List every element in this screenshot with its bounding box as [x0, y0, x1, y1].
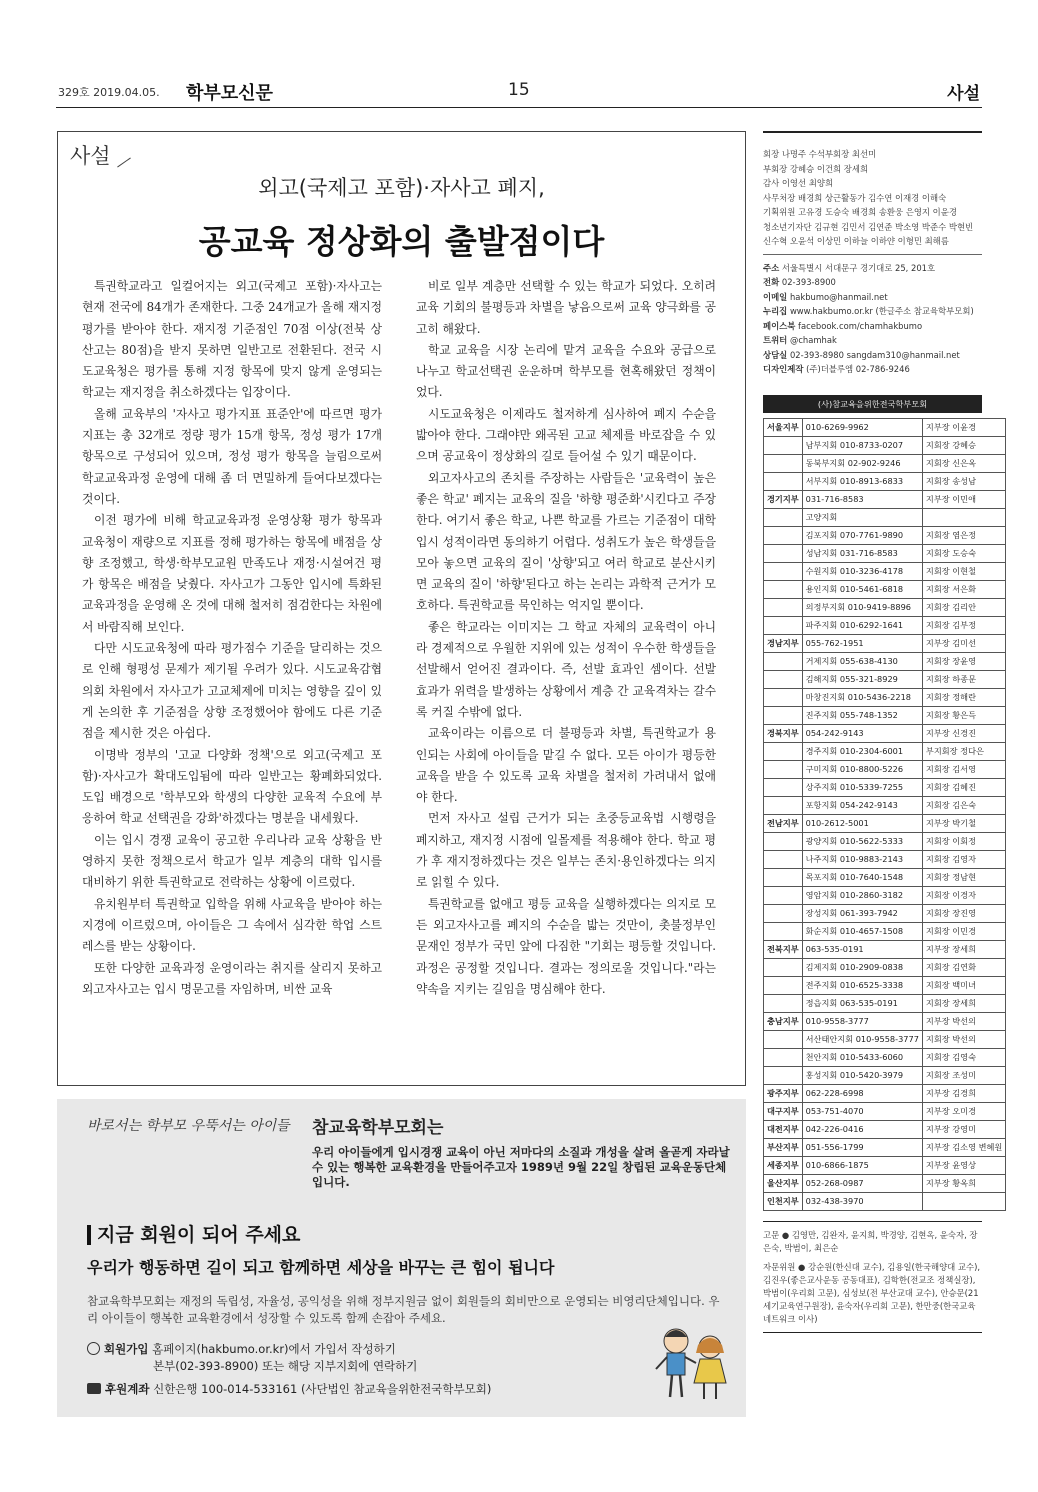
branch-row: [764, 760, 1006, 778]
promo-join-title: 지금 회원이 되어 주세요: [87, 1225, 300, 1245]
branch-phone: 054-242-9143: [802, 724, 922, 742]
contact-line: [763, 348, 982, 363]
branch-row: [764, 418, 1006, 436]
branch-phone: 김포지회 070-7761-9890: [802, 526, 922, 544]
branch-phone: 서부지회 010-8913-6833: [802, 472, 922, 490]
contact-info: [763, 261, 982, 377]
branch-row: [764, 1192, 1006, 1210]
branch-row: [764, 562, 1006, 580]
branch-region: [764, 796, 803, 814]
branch-phone: 홍성지회 010-5420-3979: [802, 1066, 922, 1084]
contact-line: [763, 290, 982, 305]
branch-region: 경기지부: [764, 490, 803, 508]
branch-region: [764, 778, 803, 796]
branch-row: [764, 778, 1006, 796]
staff-line: 청소년기자단 김규현 김민서 김연준 박소영 박준수 박현빈: [763, 221, 974, 232]
promo-org-description: 우리 아이들에게 입시경쟁 교육이 아닌 저마다의 소질과 개성을 살려 올곧게 자라날 수 있는 행복한 교육환경을 만들어주고자 1989년 9월 22일 창립된 교육운동단체입니다.: [312, 1145, 730, 1189]
branch-phone: 고양지회: [802, 508, 922, 526]
branch-row: [764, 1174, 1006, 1192]
editorial-paragraph: 교육이라는 이름으로 더 불평등과 차별, 특권학교가 용인되는 사회에 아이들을 맡길 수 없다. 모든 아이가 평등한 교육을 받을 수 있도록 교육 차별을 철저히 가려내서 없애야 한다.: [416, 726, 716, 805]
branch-role: 지회장 김부정: [922, 616, 1005, 634]
branch-region: 부산지부: [764, 1138, 803, 1156]
editorial-paragraph: 올해 교육부의 '자사고 평가지표 표준안'에 따르면 평가지표는 총 32개로 정량 평가 15개 항목, 정성 평가 17개 항목으로 구성되어 있으며, 정성 평가 항목을 늘림으로써 학교교육과정 운영에 대해 좀 더 면밀하게 들여다보겠다는 것이다.: [82, 406, 382, 506]
branch-row: [764, 868, 1006, 886]
branch-region: [764, 562, 803, 580]
branch-role: 지회장 황은득: [922, 706, 1005, 724]
editorial-label: 사설: [70, 144, 111, 168]
branch-phone: 포항지회 054-242-9143: [802, 796, 922, 814]
branch-row: [764, 976, 1006, 994]
branch-phone: 나주지회 010-9883-2143: [802, 850, 922, 868]
branch-region: 대구지부: [764, 1102, 803, 1120]
branch-role: 지회장 이회정: [922, 832, 1005, 850]
editorial-paragraph: 이전 평가에 비해 학교교육과정 운영상황 평가 항목과 교육청이 재량으로 지표를 정해 평가하는 항목에 배점을 상향 조정했고, 학생·학부모교원 만족도나 재정·시설여건 평가 항목은 배점을 낮췄다. 자사고가 그동안 입시에 특화된 교육과정을 운영해 온 것에 대해 철저히 점검한다는 차원에서 바람직해 보인다.: [82, 513, 382, 634]
branch-phone: 수원지회 010-3236-4178: [802, 562, 922, 580]
promo-tagline: 바로서는 학부모 우뚝서는 아이들: [87, 1118, 290, 1134]
editorial-paragraph: 특권학교라고 일컬어지는 외고(국제고 포함)·자사고는 현재 전국에 84개가 존재한다. 그중 24개교가 올해 재지정 평가를 받아야 한다. 재지정 기준점인 70점 이상(전북 상산고는 80점)을 받지 못하면 일반고로 전환된다. 전국 시도교육청은 평가를 통해 지정 항목에 맞지 않게 운영되는 학교는 재지정을 취소하겠다는 입장이다.: [82, 279, 382, 400]
branch-region: [764, 850, 803, 868]
editorial-paragraph: 시도교육청은 이제라도 철저하게 심사하여 폐지 수순을 밟아야 한다. 그래야만 왜곡된 고교 체제를 바로잡을 수 있으며 공교육이 정상화의 길로 들어설 수 있기 때문이다.: [416, 406, 716, 464]
contact-value: hakbumo@hanmail.net: [789, 291, 888, 302]
branch-region: [764, 868, 803, 886]
branch-region: [764, 670, 803, 688]
branch-phone: 055-762-1951: [802, 634, 922, 652]
contact-value: @chamhak: [789, 335, 837, 345]
branch-phone: 동북부지회 02-902-9246: [802, 454, 922, 472]
contact-line: [763, 319, 982, 334]
branch-role: 지회장 김리안: [922, 598, 1005, 616]
editorial-paragraph: 외고자사고의 존치를 주장하는 사람들은 '교육력이 높은 좋은 학교' 폐지는 교육의 질을 '하향 평준화'시킨다고 주장한다. 여기서 좋은 학교, 나쁜 학교를 가르는 기준점이 대학 입시 성적이라면 동의하기 어렵다. 성취도가 높은 학생들을 모아 놓으면 교육의 질이 '상향'되고 여러 학교로 분산시키면 교육의 질이 '하향'된다고 하는 논리는 과학적 근거가 모호하다. 특권학교를 묵인하는 억지일 뿐이다.: [416, 470, 716, 613]
branch-role: 지부장 김소영 변혜원: [922, 1138, 1005, 1156]
branch-role: 지부장 박기철: [922, 814, 1005, 832]
editorial-column-left: [82, 276, 382, 1000]
editorial-paragraph: 다만 시도교육청에 따라 평가점수 기준을 달리하는 것으로 인해 형평성 문제가 제기될 우려가 있다. 시도교육감협의회 차원에서 자사고가 고교체제에 미치는 영향을 깊이 있게 논의한 후 기준점을 상향 조정했어야 함에도 다른 기준점을 제시한 것은 아쉽다.: [82, 641, 382, 741]
branch-region: [764, 454, 803, 472]
branch-role: 지회장 하종문: [922, 670, 1005, 688]
branch-region: [764, 526, 803, 544]
contact-value: 02-393-8900: [781, 277, 836, 287]
branch-phone: 마창진지회 010-5436-2218: [802, 688, 922, 706]
branch-role: 지부장 윤영상: [922, 1156, 1005, 1174]
branch-row: [764, 724, 1006, 742]
branch-row: [764, 508, 1006, 526]
branch-role: 지회장 백미녀: [922, 976, 1005, 994]
branch-region: [764, 652, 803, 670]
branch-phone: 남부지회 010-8733-0207: [802, 436, 922, 454]
branch-role: [922, 508, 1005, 526]
branch-row: [764, 1102, 1006, 1120]
branch-region: 광주지부: [764, 1084, 803, 1102]
consultants: 자문위원 ● 강순원(한신대 교수), 김용일(한국해양대 교수), 김진우(좋은교사운동 공동대표), 김학한(전교조 정책실장), 박범이(우리회 고문), 심성보(전 부산교대 교수), 안승문(21세기교육연구원장), 윤숙자(우리회 고문), 한만중(한국교육네트워크 이사): [763, 1261, 981, 1324]
branch-row: [764, 850, 1006, 868]
contact-line: [763, 362, 982, 377]
editorial-paragraph: 또한 다양한 교육과정 운영이라는 취지를 살리지 못하고 외고자사고는 입시 명문고를 자임하며, 비싼 교육: [82, 960, 382, 996]
branch-region: 인천지부: [764, 1192, 803, 1210]
advisors: 고문 ● 김영만, 김완자, 윤지희, 박경양, 김현옥, 윤숙자, 장은숙, 박범이, 최은순: [763, 1229, 978, 1253]
contact-value: 서울특별시 서대문구 경기대로 25, 201호: [781, 262, 936, 273]
branch-phone: 전주지회 010-6525-3338: [802, 976, 922, 994]
branch-row: [764, 634, 1006, 652]
branch-role: 지회장 장세희: [922, 994, 1005, 1012]
branch-role: 지회장 이현철: [922, 562, 1005, 580]
consultants-label: 자문위원: [763, 1261, 796, 1272]
branch-row: [764, 490, 1006, 508]
branch-region: 충남지부: [764, 1012, 803, 1030]
contact-label: 페이스북: [763, 320, 796, 331]
branch-role: 지회장 김영자: [922, 850, 1005, 868]
donate-text: 신한은행 100-014-533161 (사단법인 참교육을위한전국학부모회): [153, 1382, 492, 1396]
branch-table: [763, 418, 1006, 1211]
branch-role: 지부장 김경희: [922, 1084, 1005, 1102]
branch-region: [764, 1030, 803, 1048]
branch-row: [764, 1120, 1006, 1138]
branch-role: 지회장 조성미: [922, 1066, 1005, 1084]
branch-row: [764, 544, 1006, 562]
branch-region: [764, 976, 803, 994]
branch-role: 지회장 김영숙: [922, 1048, 1005, 1066]
join-instruction: [87, 1341, 396, 1358]
branch-row: [764, 1012, 1006, 1030]
contact-line: [763, 275, 982, 290]
branch-phone: 장성지회 061-393-7942: [802, 904, 922, 922]
contact-label: 트위터: [763, 335, 788, 345]
contact-line: [763, 304, 982, 319]
branch-phone: 용인지회 010-5461-6818: [802, 580, 922, 598]
branch-row: [764, 1084, 1006, 1102]
branch-row: [764, 832, 1006, 850]
branch-phone: 김제지회 010-2909-0838: [802, 958, 922, 976]
branch-role: 지부장 이윤경: [922, 418, 1005, 436]
contact-label: 전화: [763, 277, 780, 287]
branch-row: [764, 688, 1006, 706]
branch-region: [764, 544, 803, 562]
consultants-names: 강순원(한신대 교수), 김용일(한국해양대 교수), 김진우(좋은교사운동 공동대표), 김학한(전교조 정책실장), 박범이(우리회 고문), 심성보(전 부산교대 교수), 안승문(21세기교육연구원장), 윤숙자(우리회 고문), 한만중(한국교육네트워크 이사): [763, 1261, 981, 1324]
branch-row: [764, 796, 1006, 814]
branch-phone: 053-751-4070: [802, 1102, 922, 1120]
editorial-paragraph: 이명박 정부의 '고교 다양화 정책'으로 외고(국제고 포함)·자사고가 확대도입됨에 따라 일반고는 황폐화되었다. 도입 배경으로 '학부모와 학생의 다양한 교육적 수요에 부응하여 학교 선택권을 강화'하겠다는 명분을 내세웠다.: [82, 747, 382, 826]
branch-role: 지회장 김연화: [922, 958, 1005, 976]
section-name: 사설: [947, 84, 980, 104]
editorial-column-right: [416, 276, 716, 1000]
branch-row: [764, 436, 1006, 454]
branch-row: [764, 904, 1006, 922]
join-instruction-2: 본부(02-393-8900) 또는 해당 지부지회에 연락하기: [153, 1359, 418, 1373]
branch-phone: 영암지회 010-2860-3182: [802, 886, 922, 904]
branch-phone: 010-6866-1875: [802, 1156, 922, 1174]
branch-region: [764, 616, 803, 634]
branch-region: [764, 508, 803, 526]
branch-region: 세종지부: [764, 1156, 803, 1174]
advisors-label: 고문: [763, 1229, 780, 1240]
promo-org-name: 참교육학부모회는: [312, 1118, 444, 1138]
branch-region: [764, 904, 803, 922]
branch-role: 지회장 서은화: [922, 580, 1005, 598]
branch-phone: 서산태안지회 010-9558-3777: [802, 1030, 922, 1048]
branch-phone: 정읍지회 063-535-0191: [802, 994, 922, 1012]
branch-row: [764, 706, 1006, 724]
branch-region: [764, 832, 803, 850]
contact-line: [763, 333, 982, 348]
branch-role: 부지회장 정다은: [922, 742, 1005, 760]
page-number: 15: [508, 80, 530, 100]
contact-label: 상담실: [763, 349, 788, 360]
branch-phone: 052-268-0987: [802, 1174, 922, 1192]
branch-role: 지회장 염은정: [922, 526, 1005, 544]
contact-label: 디자인제작: [763, 364, 804, 374]
branch-row: [764, 526, 1006, 544]
branch-phone: 010-6269-9962: [802, 418, 922, 436]
divider: [763, 254, 982, 255]
branch-phone: 042-226-0416: [802, 1120, 922, 1138]
donation-account: [87, 1381, 491, 1397]
editorial-box: [57, 131, 746, 1086]
branch-phone: 화순지회 010-4657-1508: [802, 922, 922, 940]
branch-role: 지회장 이경자: [922, 886, 1005, 904]
promo-body-text: 참교육학부모회는 재정의 독립성, 자율성, 공익성을 위해 정부지원금 없이 회원들의 회비만으로 운영되는 비영리단체입니다. 우리 아이들이 행복한 교육환경에서 성장할 수 있도록 함께 손잡아 주세요.: [87, 1294, 720, 1325]
contact-value: facebook.com/chamhakbumo: [798, 320, 923, 331]
staff-list: [763, 131, 982, 249]
branch-phone: 상주지회 010-5339-7255: [802, 778, 922, 796]
branch-row: [764, 922, 1006, 940]
promo-join-subtitle: 우리가 행동하면 길이 되고 함께하면 세상을 바꾸는 큰 힘이 됩니다: [87, 1258, 555, 1277]
branch-phone: 목포지회 010-7640-1548: [802, 868, 922, 886]
branch-row: [764, 454, 1006, 472]
editorial-paragraph: 먼저 자사고 설립 근거가 되는 초중등교육법 시행령을 폐지하고, 재지정 시점에 일몰제를 적용해야 한다. 학교 평가 후 재지정하겠다는 것은 일부는 존치·용인하겠다는 의지로 읽힐 수 있다.: [416, 811, 716, 890]
branch-region: [764, 706, 803, 724]
branch-role: 지부장 이민애: [922, 490, 1005, 508]
branch-region: [764, 922, 803, 940]
branch-row: [764, 1156, 1006, 1174]
branch-row: [764, 1030, 1006, 1048]
branch-phone: 063-535-0191: [802, 940, 922, 958]
branch-role: 지부장 박선의: [922, 1012, 1005, 1030]
donate-label: 후원계좌: [105, 1382, 150, 1396]
branch-row: [764, 472, 1006, 490]
contact-label: 이메일: [763, 291, 788, 302]
branch-role: 지회장 이민경: [922, 922, 1005, 940]
children-illustration: [652, 1323, 732, 1405]
advisors-names: 김영만, 김완자, 윤지희, 박경양, 김현옥, 윤숙자, 장은숙, 박범이, 최은순: [763, 1229, 978, 1253]
branch-phone: 032-438-3970: [802, 1192, 922, 1210]
branch-row: [764, 958, 1006, 976]
branch-table-header: (사)참교육을위한전국학부모회: [763, 395, 982, 413]
staff-line: 사무처장 배경희 상근활동가 김수연 이재경 이해숙: [763, 192, 947, 203]
branch-phone: 진주지회 055-748-1352: [802, 706, 922, 724]
branch-role: [922, 1192, 1005, 1210]
branch-phone: 062-228-6998: [802, 1084, 922, 1102]
staff-line: 감사 이영선 최양희: [763, 178, 834, 188]
masthead-sidebar: [763, 131, 1003, 1333]
contact-value: 02-393-8980 sangdam310@hanmail.net: [789, 349, 960, 360]
staff-line: 기획위원 고유경 도승숙 배경희 송환웅 은영지 이윤경: [763, 207, 957, 217]
branch-region: [764, 688, 803, 706]
staff-line: 신수혁 오윤석 이상민 이하늘 이하얀 이형민 최해름: [763, 236, 949, 246]
branch-role: 지회장 김서영: [922, 760, 1005, 778]
branch-phone: 파주지회 010-6292-1641: [802, 616, 922, 634]
contact-value: (주)더블루엠 02-786-9246: [806, 364, 910, 374]
branch-role: 지회장 김은숙: [922, 796, 1005, 814]
branch-role: 지부장 황옥희: [922, 1174, 1005, 1192]
branch-region: 전북지부: [764, 940, 803, 958]
branch-role: 지부장 장세희: [922, 940, 1005, 958]
editorial-paragraph: 비로 일부 계층만 선택할 수 있는 학교가 되었다. 오히려 교육 기회의 불평등과 차별을 낳음으로써 교육 양극화를 공고히 해왔다.: [416, 279, 716, 336]
branch-row: [764, 994, 1006, 1012]
branch-region: [764, 472, 803, 490]
branch-row: [764, 670, 1006, 688]
contact-label: 누리집: [763, 306, 788, 316]
branch-row: [764, 940, 1006, 958]
branch-phone: 031-716-8583: [802, 490, 922, 508]
wallet-icon: [87, 1383, 101, 1394]
branch-region: [764, 598, 803, 616]
branch-role: 지회장 신은옥: [922, 454, 1005, 472]
issue-info: 329호 2019.04.05.: [58, 86, 160, 99]
branch-role: 지회장 장윤영: [922, 652, 1005, 670]
branch-role: 지회장 정남현: [922, 868, 1005, 886]
branch-row: [764, 742, 1006, 760]
branch-row: [764, 814, 1006, 832]
contact-label: 주소: [763, 262, 780, 273]
branch-phone: 의정부지회 010-9419-8896: [802, 598, 922, 616]
editorial-paragraph: 특권학교를 없애고 평등 교육을 실행하겠다는 의지로 모든 외고자사고를 폐지의 수순을 밟는 것만이, 촛불정부인 문재인 정부가 국민 앞에 다짐한 "기회는 평등할 것입니다. 과정은 공정할 것입니다. 결과는 정의로울 것입니다."라는 약속을 지키는 길임을 명심해야 한다.: [416, 896, 716, 996]
branch-row: [764, 886, 1006, 904]
branch-region: 울산지부: [764, 1174, 803, 1192]
branch-region: 대전지부: [764, 1120, 803, 1138]
label-slash-decoration: [117, 158, 131, 168]
person-icon: [87, 1342, 100, 1355]
staff-line: 부회장 강혜승 이건희 장세희: [763, 163, 869, 174]
branch-phone: 경주지회 010-2304-6001: [802, 742, 922, 760]
contact-line: [763, 261, 982, 276]
editorial-paragraph: 유치원부터 특권학교 입학을 위해 사교육을 받아야 하는 지경에 이르렀으며, 아이들은 그 속에서 심각한 학업 스트레스를 받는 상황이다.: [82, 896, 382, 954]
branch-role: 지회장 장진영: [922, 904, 1005, 922]
editorial-paragraph: 이는 입시 경쟁 교육이 공고한 우리나라 교육 상황을 반영하지 못한 정책으로서 학교가 일부 계층의 대학 입시를 대비하기 위한 특권학교로 전락하는 상황에 이르렀다.: [82, 832, 382, 890]
branch-role: 지부장 오미경: [922, 1102, 1005, 1120]
branch-role: 지회장 김혜진: [922, 778, 1005, 796]
branch-phone: 천안지회 010-5433-6060: [802, 1048, 922, 1066]
branch-region: 서울지부: [764, 418, 803, 436]
divider: [763, 1332, 982, 1334]
contact-value: www.hakbumo.or.kr (한글주소 참교육학부모회): [789, 306, 974, 316]
branch-row: [764, 1066, 1006, 1084]
branch-region: 경북지부: [764, 724, 803, 742]
editorial-title-line1: 외고(국제고 포함)·자사고 폐지,: [258, 176, 545, 200]
branch-region: 경남지부: [764, 634, 803, 652]
advisors-section: [763, 1221, 982, 1326]
editorial-paragraph: 좋은 학교라는 이미지는 그 학교 자체의 교육력이 아니라 경제적으로 우월한 지위에 있는 성적이 우수한 학생들을 선발해서 얻어진 결과이다. 즉, 선발 효과인 셈이다. 선발 효과가 위력을 발생하는 상황에서 계층 간 교육격차는 갈수록 커질 수밖에 없다.: [416, 619, 716, 719]
branch-role: 지부장 김미선: [922, 634, 1005, 652]
branch-region: 전남지부: [764, 814, 803, 832]
branch-role: 지회장 강혜승: [922, 436, 1005, 454]
branch-region: [764, 1048, 803, 1066]
branch-role: 지부장 강영미: [922, 1120, 1005, 1138]
branch-row: [764, 1138, 1006, 1156]
branch-role: 지회장 정해란: [922, 688, 1005, 706]
join-label: 회원가입: [104, 1342, 149, 1356]
branch-region: [764, 958, 803, 976]
branch-phone: 광양지회 010-5622-5333: [802, 832, 922, 850]
newspaper-logo: 학부모신문: [186, 83, 273, 104]
branch-row: [764, 580, 1006, 598]
staff-line: 회장 나명주 수석부회장 최선미: [763, 149, 877, 159]
branch-phone: 051-556-1799: [802, 1138, 922, 1156]
branch-role: 지부장 신경진: [922, 724, 1005, 742]
branch-region: [764, 436, 803, 454]
branch-role: 지회장 도승숙: [922, 544, 1005, 562]
page-header: [56, 76, 982, 108]
join-text: 홈페이지(hakbumo.or.kr)에서 가입서 작성하기: [152, 1342, 396, 1356]
branch-region: [764, 760, 803, 778]
branch-row: [764, 598, 1006, 616]
branch-region: [764, 742, 803, 760]
editorial-title-line2: 공교육 정상화의 출발점이다: [198, 222, 605, 261]
branch-region: [764, 1066, 803, 1084]
membership-promo: [57, 1099, 746, 1417]
branch-phone: 구미지회 010-8800-5226: [802, 760, 922, 778]
branch-phone: 김해지회 055-321-8929: [802, 670, 922, 688]
editorial-paragraph: 학교 교육을 시장 논리에 맡겨 교육을 수요와 공급으로 나누고 학교선택권 운운하며 학부모를 현혹해왔던 정책이었다.: [416, 342, 716, 400]
branch-region: [764, 886, 803, 904]
branch-row: [764, 1048, 1006, 1066]
branch-row: [764, 652, 1006, 670]
branch-phone: 거제지회 055-638-4130: [802, 652, 922, 670]
branch-phone: 010-9558-3777: [802, 1012, 922, 1030]
branch-phone: 010-2612-5001: [802, 814, 922, 832]
branch-phone: 성남지회 031-716-8583: [802, 544, 922, 562]
branch-region: [764, 994, 803, 1012]
branch-role: 지회장 박선의: [922, 1030, 1005, 1048]
branch-row: [764, 616, 1006, 634]
branch-role: 지회장 송성남: [922, 472, 1005, 490]
branch-region: [764, 580, 803, 598]
